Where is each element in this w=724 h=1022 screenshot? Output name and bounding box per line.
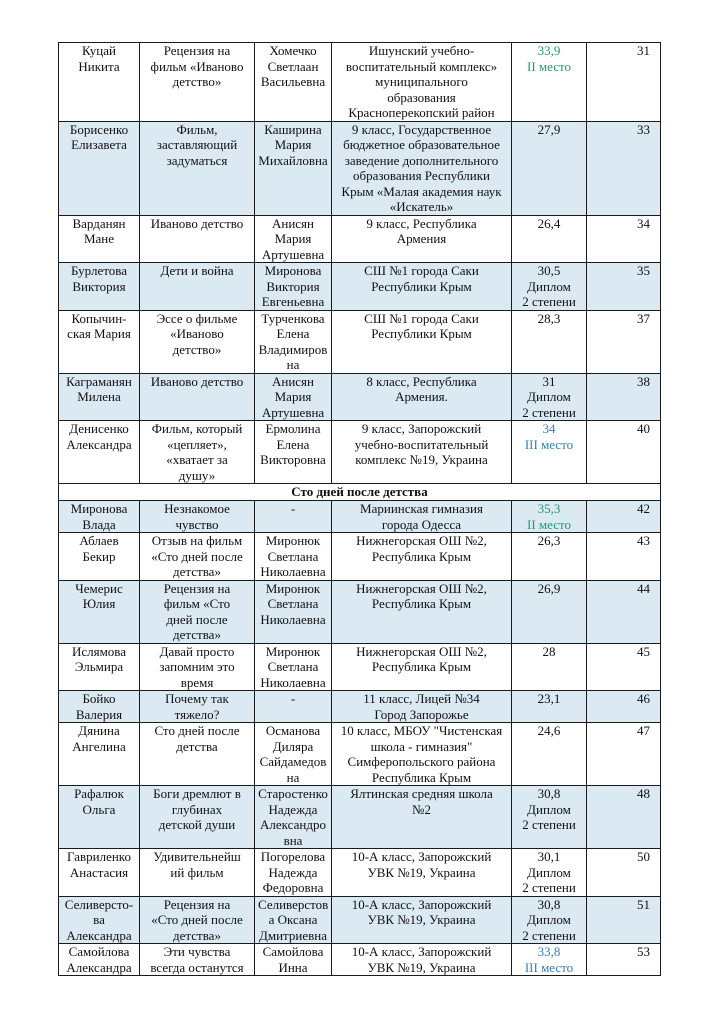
student-name-cell: Аблаев Бекир — [59, 533, 140, 581]
table-row — [59, 501, 661, 533]
work-title-cell: Рецензия на «Сто дней после детства» — [140, 896, 255, 944]
school-cell: Ялтинская средняя школа №2 — [332, 786, 512, 849]
page-number-cell: 35 — [587, 263, 661, 311]
score-cell: 28,3 — [512, 310, 587, 373]
work-title-cell: Сто дней после детства — [140, 723, 255, 786]
teacher-name-cell: Ермолина Елена Викторовна — [255, 421, 332, 484]
student-name-cell: Чемерис Юлия — [59, 580, 140, 643]
work-title-cell: Эссе о фильме «Иваново детство» — [140, 310, 255, 373]
student-name-cell: Денисенко Александра — [59, 421, 140, 484]
student-name-cell: Ислямова Эльмира — [59, 643, 140, 691]
table-row — [59, 896, 661, 944]
score-cell: 34 III место — [512, 421, 587, 484]
score-cell: 35,3 II место — [512, 501, 587, 533]
table-row — [59, 263, 661, 311]
results-table — [58, 42, 661, 976]
teacher-name-cell: Каширина Мария Михайловна — [255, 121, 332, 215]
table-row — [59, 944, 661, 976]
school-cell: 10-А класс, Запорожский УВК №19, Украина — [332, 896, 512, 944]
page-number-cell: 42 — [587, 501, 661, 533]
work-title-cell: Дети и война — [140, 263, 255, 311]
student-name-cell: Самойлова Александра — [59, 944, 140, 976]
score-cell: 30,1 Диплом 2 степени — [512, 849, 587, 897]
school-cell: 10-А класс, Запорожский УВК №19, Украина — [332, 944, 512, 976]
teacher-name-cell: Анисян Мария Артушевна — [255, 373, 332, 421]
student-name-cell: Дянина Ангелина — [59, 723, 140, 786]
page-number-cell: 33 — [587, 121, 661, 215]
table-row — [59, 533, 661, 581]
work-title-cell: Эти чувства всегда останутся — [140, 944, 255, 976]
student-name-cell: Куцай Никита — [59, 43, 140, 122]
school-cell: 9 класс, Запорожский учебно-воспитательный комплекс №19, Украина — [332, 421, 512, 484]
teacher-name-cell: Селиверстов а Оксана Дмитриевна — [255, 896, 332, 944]
score-cell: 26,9 — [512, 580, 587, 643]
teacher-name-cell: Старостенко Надежда Александро вна — [255, 786, 332, 849]
student-name-cell: Гавриленко Анастасия — [59, 849, 140, 897]
student-name-cell: Селиверсто- ва Александра — [59, 896, 140, 944]
page-number-cell: 50 — [587, 849, 661, 897]
work-title-cell: Рецензия на фильм «Иваново детство» — [140, 43, 255, 122]
school-cell: 9 класс, Республика Армения — [332, 215, 512, 263]
student-name-cell: Копычин- ская Мария — [59, 310, 140, 373]
work-title-cell: Боги дремлют в глубинах детской души — [140, 786, 255, 849]
school-cell: Ишунский учебно- воспитательный комплекс» муниципального образования Красноперекопский район — [332, 43, 512, 122]
table-row — [59, 849, 661, 897]
teacher-name-cell: Погорелова Надежда Федоровна — [255, 849, 332, 897]
school-cell: 10-А класс, Запорожский УВК №19, Украина — [332, 849, 512, 897]
work-title-cell: Фильм, заставляющий задуматься — [140, 121, 255, 215]
page-number-cell: 40 — [587, 421, 661, 484]
score-cell: 23,1 — [512, 691, 587, 723]
student-name-cell: Миронова Влада — [59, 501, 140, 533]
teacher-name-cell: Миронюк Светлана Николаевна — [255, 580, 332, 643]
section-title: Сто дней после детства — [59, 484, 661, 501]
page-number-cell: 37 — [587, 310, 661, 373]
score-cell: 30,8 Диплом 2 степени — [512, 786, 587, 849]
teacher-name-cell: Анисян Мария Артушевна — [255, 215, 332, 263]
school-cell: Нижнегорская ОШ №2, Республика Крым — [332, 533, 512, 581]
work-title-cell: Иваново детство — [140, 215, 255, 263]
school-cell: Нижнегорская ОШ №2, Республика Крым — [332, 643, 512, 691]
school-cell: 10 класс, МБОУ "Чистенская школа - гимназия" Симферопольского района Республика Крым — [332, 723, 512, 786]
teacher-name-cell: Миронова Виктория Евгеньевна — [255, 263, 332, 311]
score-cell: 33,9 II место — [512, 43, 587, 122]
page-number-cell: 53 — [587, 944, 661, 976]
teacher-name-cell: Миронюк Светлана Николаевна — [255, 533, 332, 581]
table-row — [59, 121, 661, 215]
page-number-cell: 43 — [587, 533, 661, 581]
page-number-cell: 45 — [587, 643, 661, 691]
page-number-cell: 48 — [587, 786, 661, 849]
score-cell: 30,5 Диплом 2 степени — [512, 263, 587, 311]
score-cell: 26,3 — [512, 533, 587, 581]
table-row — [59, 373, 661, 421]
student-name-cell: Бурлетова Виктория — [59, 263, 140, 311]
page-number-cell: 38 — [587, 373, 661, 421]
table-row — [59, 310, 661, 373]
work-title-cell: Иваново детство — [140, 373, 255, 421]
teacher-name-cell: - — [255, 501, 332, 533]
page-number-cell: 31 — [587, 43, 661, 122]
school-cell: 9 класс, Государственное бюджетное образовательное заведение дополнительного образования Республики Крым «Малая академия наук «Искатель» — [332, 121, 512, 215]
table-row — [59, 43, 661, 122]
work-title-cell: Удивительнейш ий фильм — [140, 849, 255, 897]
teacher-name-cell: - — [255, 691, 332, 723]
score-cell: 33,8 III место — [512, 944, 587, 976]
table-row — [59, 643, 661, 691]
teacher-name-cell: Хомечко Светлаан Васильевна — [255, 43, 332, 122]
student-name-cell: Каграманян Милена — [59, 373, 140, 421]
school-cell: 8 класс, Республика Армения. — [332, 373, 512, 421]
school-cell: СШ №1 города Саки Республики Крым — [332, 310, 512, 373]
table-row — [59, 786, 661, 849]
table-row — [59, 215, 661, 263]
student-name-cell: Варданян Мане — [59, 215, 140, 263]
table-row — [59, 691, 661, 723]
score-cell: 27,9 — [512, 121, 587, 215]
school-cell: Мариинская гимназия города Одесса — [332, 501, 512, 533]
work-title-cell: Почему так тяжело? — [140, 691, 255, 723]
work-title-cell: Фильм, который «цепляет», «хватает за душу» — [140, 421, 255, 484]
teacher-name-cell: Самойлова Инна — [255, 944, 332, 976]
student-name-cell: Рафалюк Ольга — [59, 786, 140, 849]
work-title-cell: Отзыв на фильм «Сто дней после детства» — [140, 533, 255, 581]
page-number-cell: 51 — [587, 896, 661, 944]
student-name-cell: Борисенко Елизавета — [59, 121, 140, 215]
page-number-cell: 47 — [587, 723, 661, 786]
table-row — [59, 580, 661, 643]
score-cell: 31 Диплом 2 степени — [512, 373, 587, 421]
page-number-cell: 34 — [587, 215, 661, 263]
teacher-name-cell: Османова Диляра Сайдамедов на — [255, 723, 332, 786]
table-row — [59, 421, 661, 484]
score-cell: 24,6 — [512, 723, 587, 786]
teacher-name-cell: Миронюк Светлана Николаевна — [255, 643, 332, 691]
teacher-name-cell: Турченкова Елена Владимиров на — [255, 310, 332, 373]
work-title-cell: Давай просто запомним это время — [140, 643, 255, 691]
section-header-row — [59, 484, 661, 501]
student-name-cell: Бойко Валерия — [59, 691, 140, 723]
score-cell: 26,4 — [512, 215, 587, 263]
school-cell: СШ №1 города Саки Республики Крым — [332, 263, 512, 311]
results-table-body — [59, 43, 661, 976]
page-number-cell: 44 — [587, 580, 661, 643]
score-cell: 30,8 Диплом 2 степени — [512, 896, 587, 944]
school-cell: Нижнегорская ОШ №2, Республика Крым — [332, 580, 512, 643]
work-title-cell: Рецензия на фильм «Сто дней после детства» — [140, 580, 255, 643]
page-number-cell: 46 — [587, 691, 661, 723]
school-cell: 11 класс, Лицей №34 Город Запорожье — [332, 691, 512, 723]
table-row — [59, 723, 661, 786]
work-title-cell: Незнакомое чувство — [140, 501, 255, 533]
score-cell: 28 — [512, 643, 587, 691]
